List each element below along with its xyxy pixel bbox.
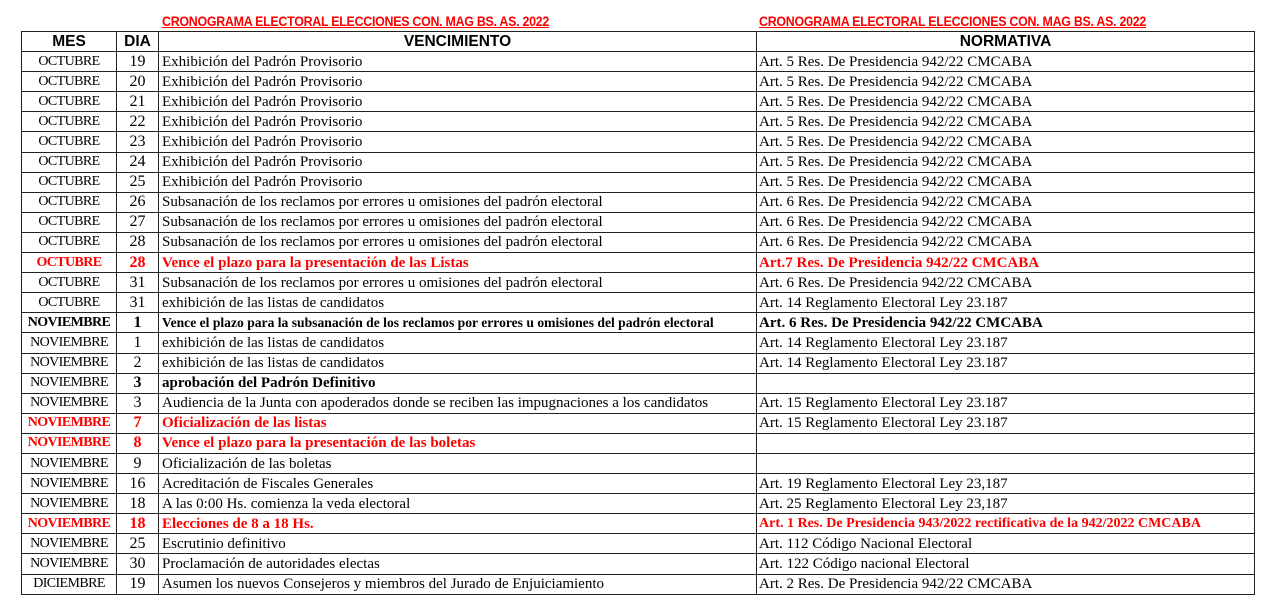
cell-mes: NOVIEMBRE [22, 433, 117, 453]
cell-mes: NOVIEMBRE [22, 514, 117, 534]
cell-dia: 21 [117, 92, 159, 112]
cell-normativa: Art. 15 Reglamento Electoral Ley 23.187 [757, 413, 1255, 433]
cell-dia: 23 [117, 132, 159, 152]
cell-vencimiento: Exhibición del Padrón Provisorio [159, 172, 757, 192]
cell-vencimiento: Subsanación de los reclamos por errores u omisiones del padrón electoral [159, 232, 757, 252]
cell-normativa: Art. 2 Res. De Presidencia 942/22 CMCABA [757, 574, 1255, 594]
cell-dia: 18 [117, 514, 159, 534]
table-row [22, 132, 1255, 152]
cell-vencimiento: Vence el plazo para la subsanación de los reclamos por errores u omisiones del padrón electoral [159, 313, 757, 333]
table-row [22, 72, 1255, 92]
cell-dia: 3 [117, 393, 159, 413]
cell-normativa: Art. 1 Res. De Presidencia 943/2022 rectificativa de la 942/2022 CMCABA [757, 514, 1255, 534]
header-mes: MES [22, 32, 117, 52]
table-row [22, 433, 1255, 453]
cell-normativa: Art. 6 Res. De Presidencia 942/22 CMCABA [757, 313, 1255, 333]
cell-vencimiento: Acreditación de Fiscales Generales [159, 474, 757, 494]
cell-dia: 30 [117, 554, 159, 574]
cell-vencimiento: Asumen los nuevos Consejeros y miembros del Jurado de Enjuiciamiento [159, 574, 757, 594]
cell-vencimiento: Vence el plazo para la presentación de las boletas [159, 433, 757, 453]
cell-mes: OCTUBRE [22, 152, 117, 172]
cell-vencimiento: Exhibición del Padrón Provisorio [159, 132, 757, 152]
cell-dia: 31 [117, 293, 159, 313]
cell-normativa: Art. 25 Reglamento Electoral Ley 23,187 [757, 494, 1255, 514]
schedule-title-right: CRONOGRAMA ELECTORAL ELECCIONES CON. MAG BS. AS. 2022 [759, 14, 1147, 29]
table-row [22, 413, 1255, 433]
table-row [22, 192, 1255, 212]
cell-dia: 7 [117, 413, 159, 433]
table-body [22, 52, 1255, 595]
cell-vencimiento: Exhibición del Padrón Provisorio [159, 112, 757, 132]
cell-dia: 18 [117, 494, 159, 514]
cell-vencimiento: Subsanación de los reclamos por errores u omisiones del padrón electoral [159, 192, 757, 212]
cell-normativa: Art. 6 Res. De Presidencia 942/22 CMCABA [757, 192, 1255, 212]
cell-vencimiento: A las 0:00 Hs. comienza la veda electoral [159, 494, 757, 514]
cell-mes: DICIEMBRE [22, 574, 117, 594]
cell-dia: 27 [117, 212, 159, 232]
cell-mes: NOVIEMBRE [22, 474, 117, 494]
cell-mes: NOVIEMBRE [22, 413, 117, 433]
cell-normativa: Art. 5 Res. De Presidencia 942/22 CMCABA [757, 152, 1255, 172]
cell-dia: 9 [117, 453, 159, 473]
cell-mes: OCTUBRE [22, 132, 117, 152]
cell-mes: OCTUBRE [22, 253, 117, 273]
cell-dia: 31 [117, 273, 159, 293]
cell-vencimiento: Exhibición del Padrón Provisorio [159, 52, 757, 72]
cell-mes: NOVIEMBRE [22, 534, 117, 554]
cell-dia: 3 [117, 373, 159, 393]
cell-normativa: Art. 5 Res. De Presidencia 942/22 CMCABA [757, 92, 1255, 112]
table-header-row [22, 32, 1255, 52]
cell-dia: 28 [117, 232, 159, 252]
cell-normativa: Art. 5 Res. De Presidencia 942/22 CMCABA [757, 112, 1255, 132]
cell-normativa: Art. 122 Código nacional Electoral [757, 554, 1255, 574]
table-row [22, 152, 1255, 172]
cell-vencimiento: Subsanación de los reclamos por errores u omisiones del padrón electoral [159, 212, 757, 232]
cell-mes: OCTUBRE [22, 172, 117, 192]
header-normativa: NORMATIVA [757, 32, 1255, 52]
cell-dia: 26 [117, 192, 159, 212]
electoral-schedule-table [21, 31, 1255, 595]
table-row [22, 253, 1255, 273]
cell-normativa: Art. 14 Reglamento Electoral Ley 23.187 [757, 353, 1255, 373]
header-vencimiento: VENCIMIENTO [159, 32, 757, 52]
cell-mes: NOVIEMBRE [22, 353, 117, 373]
cell-dia: 16 [117, 474, 159, 494]
cell-dia: 22 [117, 112, 159, 132]
cell-mes: NOVIEMBRE [22, 393, 117, 413]
table-row [22, 52, 1255, 72]
cell-normativa: Art. 5 Res. De Presidencia 942/22 CMCABA [757, 52, 1255, 72]
cell-normativa [757, 453, 1255, 473]
cell-vencimiento: Exhibición del Padrón Provisorio [159, 152, 757, 172]
cell-normativa: Art. 15 Reglamento Electoral Ley 23.187 [757, 393, 1255, 413]
table-row [22, 273, 1255, 293]
cell-dia: 2 [117, 353, 159, 373]
cell-mes: NOVIEMBRE [22, 333, 117, 353]
cell-normativa: Art. 6 Res. De Presidencia 942/22 CMCABA [757, 232, 1255, 252]
table-row [22, 92, 1255, 112]
table-row [22, 393, 1255, 413]
cell-vencimiento: exhibición de las listas de candidatos [159, 353, 757, 373]
table-row [22, 574, 1255, 594]
cell-dia: 24 [117, 152, 159, 172]
cell-mes: NOVIEMBRE [22, 494, 117, 514]
cell-dia: 8 [117, 433, 159, 453]
table-row [22, 172, 1255, 192]
cell-vencimiento: Exhibición del Padrón Provisorio [159, 92, 757, 112]
cell-dia: 19 [117, 574, 159, 594]
cell-dia: 25 [117, 534, 159, 554]
cell-vencimiento: exhibición de las listas de candidatos [159, 333, 757, 353]
table-row [22, 494, 1255, 514]
table-row [22, 333, 1255, 353]
schedule-title-left: CRONOGRAMA ELECTORAL ELECCIONES CON. MAG BS. AS. 2022 [162, 14, 550, 29]
cell-normativa: Art. 6 Res. De Presidencia 942/22 CMCABA [757, 273, 1255, 293]
cell-dia: 19 [117, 52, 159, 72]
cell-vencimiento: aprobación del Padrón Definitivo [159, 373, 757, 393]
cell-normativa: Art. 5 Res. De Presidencia 942/22 CMCABA [757, 72, 1255, 92]
cell-dia: 20 [117, 72, 159, 92]
cell-mes: OCTUBRE [22, 293, 117, 313]
cell-vencimiento: Proclamación de autoridades electas [159, 554, 757, 574]
table-row [22, 353, 1255, 373]
cell-mes: NOVIEMBRE [22, 453, 117, 473]
header-dia: DIA [117, 32, 159, 52]
table-row [22, 514, 1255, 534]
table-row [22, 534, 1255, 554]
cell-dia: 1 [117, 313, 159, 333]
table-row [22, 293, 1255, 313]
cell-mes: OCTUBRE [22, 212, 117, 232]
table-row [22, 373, 1255, 393]
cell-mes: NOVIEMBRE [22, 373, 117, 393]
cell-mes: OCTUBRE [22, 192, 117, 212]
table-row [22, 474, 1255, 494]
cell-normativa: Art. 5 Res. De Presidencia 942/22 CMCABA [757, 132, 1255, 152]
cell-mes: OCTUBRE [22, 52, 117, 72]
cell-vencimiento: Elecciones de 8 a 18 Hs. [159, 514, 757, 534]
cell-mes: OCTUBRE [22, 72, 117, 92]
cell-vencimiento: exhibición de las listas de candidatos [159, 293, 757, 313]
cell-vencimiento: Vence el plazo para la presentación de las Listas [159, 253, 757, 273]
cell-normativa [757, 373, 1255, 393]
table-row [22, 212, 1255, 232]
cell-vencimiento: Audiencia de la Junta con apoderados donde se reciben las impugnaciones a los candidatos [159, 393, 757, 413]
cell-vencimiento: Oficialización de las listas [159, 413, 757, 433]
cell-normativa: Art. 112 Código Nacional Electoral [757, 534, 1255, 554]
table-row [22, 232, 1255, 252]
cell-mes: NOVIEMBRE [22, 554, 117, 574]
cell-normativa: Art. 5 Res. De Presidencia 942/22 CMCABA [757, 172, 1255, 192]
cell-mes: OCTUBRE [22, 273, 117, 293]
table-row [22, 453, 1255, 473]
cell-normativa: Art. 6 Res. De Presidencia 942/22 CMCABA [757, 212, 1255, 232]
cell-dia: 1 [117, 333, 159, 353]
cell-dia: 25 [117, 172, 159, 192]
table-row [22, 112, 1255, 132]
cell-vencimiento: Subsanación de los reclamos por errores u omisiones del padrón electoral [159, 273, 757, 293]
cell-mes: OCTUBRE [22, 112, 117, 132]
cell-normativa: Art.7 Res. De Presidencia 942/22 CMCABA [757, 253, 1255, 273]
cell-mes: OCTUBRE [22, 92, 117, 112]
table-row [22, 313, 1255, 333]
cell-vencimiento: Oficialización de las boletas [159, 453, 757, 473]
cell-dia: 28 [117, 253, 159, 273]
cell-mes: OCTUBRE [22, 232, 117, 252]
cell-vencimiento: Escrutinio definitivo [159, 534, 757, 554]
table-row [22, 554, 1255, 574]
cell-normativa: Art. 19 Reglamento Electoral Ley 23,187 [757, 474, 1255, 494]
cell-normativa: Art. 14 Reglamento Electoral Ley 23.187 [757, 293, 1255, 313]
cell-normativa: Art. 14 Reglamento Electoral Ley 23.187 [757, 333, 1255, 353]
cell-mes: NOVIEMBRE [22, 313, 117, 333]
cell-normativa [757, 433, 1255, 453]
cell-vencimiento: Exhibición del Padrón Provisorio [159, 72, 757, 92]
